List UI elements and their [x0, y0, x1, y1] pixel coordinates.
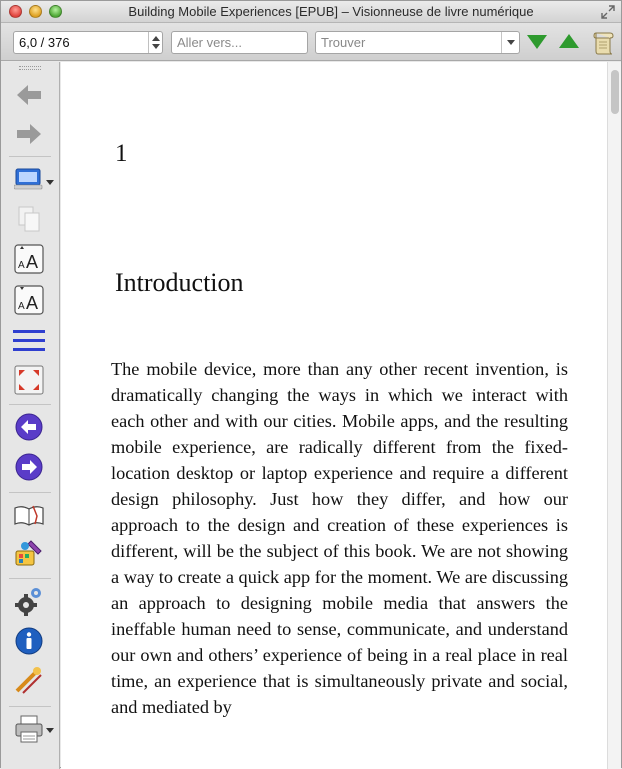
- tools-button[interactable]: [11, 664, 47, 698]
- fullscreen-icon: [14, 365, 44, 395]
- body-paragraph: The mobile device, more than any other recent invention, is dramatically changing the ways in which we interact with each other and with our cities. Mobile apps, and the resulting mobile experience, are radically different from the fixed-location desktop or laptop experience and require a different design philosophy. Just how they differ, and how our approach to the design and creation of these experiences is different, will be the subject of this book. We are not showing a way to create a quick app for the moment. We are discussing an approach to designing mobile media that answers the ineffable human need to sense, communicate, and understand our own and others’ experience of being in a real place in real time, an experience that is simultaneously private and social, and mediated by: [111, 359, 568, 717]
- stepper-up-icon[interactable]: [152, 36, 160, 41]
- next-page-button[interactable]: [11, 450, 47, 484]
- forward-button[interactable]: [11, 117, 47, 151]
- forward-arrow-icon: [15, 122, 43, 146]
- vertical-scrollbar[interactable]: [607, 62, 621, 769]
- title-bar: [1, 1, 621, 23]
- copy-icon: [16, 205, 42, 233]
- font-smaller-button[interactable]: [11, 283, 47, 317]
- chapter-title: Introduction: [115, 268, 244, 297]
- minimize-window-button[interactable]: [29, 5, 42, 18]
- book-page: [61, 62, 607, 769]
- fullscreen-toggle-icon[interactable]: [601, 5, 615, 19]
- line-spacing-icon: [13, 327, 45, 355]
- back-arrow-icon: [15, 83, 43, 107]
- previous-page-icon: [14, 412, 44, 442]
- sidebar-grip[interactable]: [19, 66, 41, 70]
- svg-text:A: A: [26, 252, 39, 272]
- page-number-field[interactable]: 6,0 / 376: [13, 31, 163, 54]
- close-window-button[interactable]: [9, 5, 22, 18]
- view-mode-icon: [14, 166, 44, 192]
- info-icon: [14, 626, 44, 656]
- scrollbar-thumb[interactable]: [611, 70, 619, 114]
- copy-button[interactable]: [11, 202, 47, 236]
- fullscreen-button[interactable]: [11, 363, 47, 397]
- zoom-window-button[interactable]: [49, 5, 62, 18]
- preferences-icon: [13, 537, 45, 569]
- next-page-icon: [14, 452, 44, 482]
- find-next-icon[interactable]: [527, 35, 547, 49]
- view-mode-button[interactable]: [11, 162, 47, 196]
- find-input[interactable]: Trouver: [315, 31, 520, 54]
- reference-mode-icon[interactable]: [591, 30, 615, 56]
- previous-page-button[interactable]: [11, 410, 47, 444]
- print-caret-icon[interactable]: [46, 728, 54, 733]
- window-title: Building Mobile Experiences [EPUB] – Visionneuse de livre numérique: [128, 4, 534, 19]
- sidebar-toolbar: [1, 62, 60, 769]
- find-dropdown-button[interactable]: [501, 32, 519, 53]
- info-button[interactable]: [11, 624, 47, 658]
- print-icon: [14, 714, 44, 744]
- font-larger-icon: [14, 244, 44, 274]
- chapter-number: 1: [115, 140, 128, 167]
- page-stepper[interactable]: [148, 32, 162, 53]
- print-button[interactable]: [11, 712, 47, 746]
- toolbar: [1, 23, 621, 61]
- find-previous-icon[interactable]: [559, 34, 579, 48]
- goto-input[interactable]: [171, 31, 308, 54]
- svg-text:A: A: [18, 301, 25, 312]
- tools-icon: [13, 665, 45, 697]
- settings-icon: [14, 585, 44, 617]
- view-mode-caret-icon[interactable]: [46, 180, 54, 185]
- font-smaller-icon: [14, 285, 44, 315]
- library-icon: [13, 502, 45, 528]
- library-button[interactable]: [11, 498, 47, 532]
- preferences-button[interactable]: [11, 536, 47, 570]
- stepper-down-icon[interactable]: [152, 44, 160, 49]
- svg-text:A: A: [18, 260, 25, 271]
- back-button[interactable]: [11, 78, 47, 112]
- svg-text:A: A: [26, 293, 39, 313]
- line-spacing-button[interactable]: [11, 324, 47, 358]
- settings-button[interactable]: [11, 584, 47, 618]
- font-larger-button[interactable]: [11, 242, 47, 276]
